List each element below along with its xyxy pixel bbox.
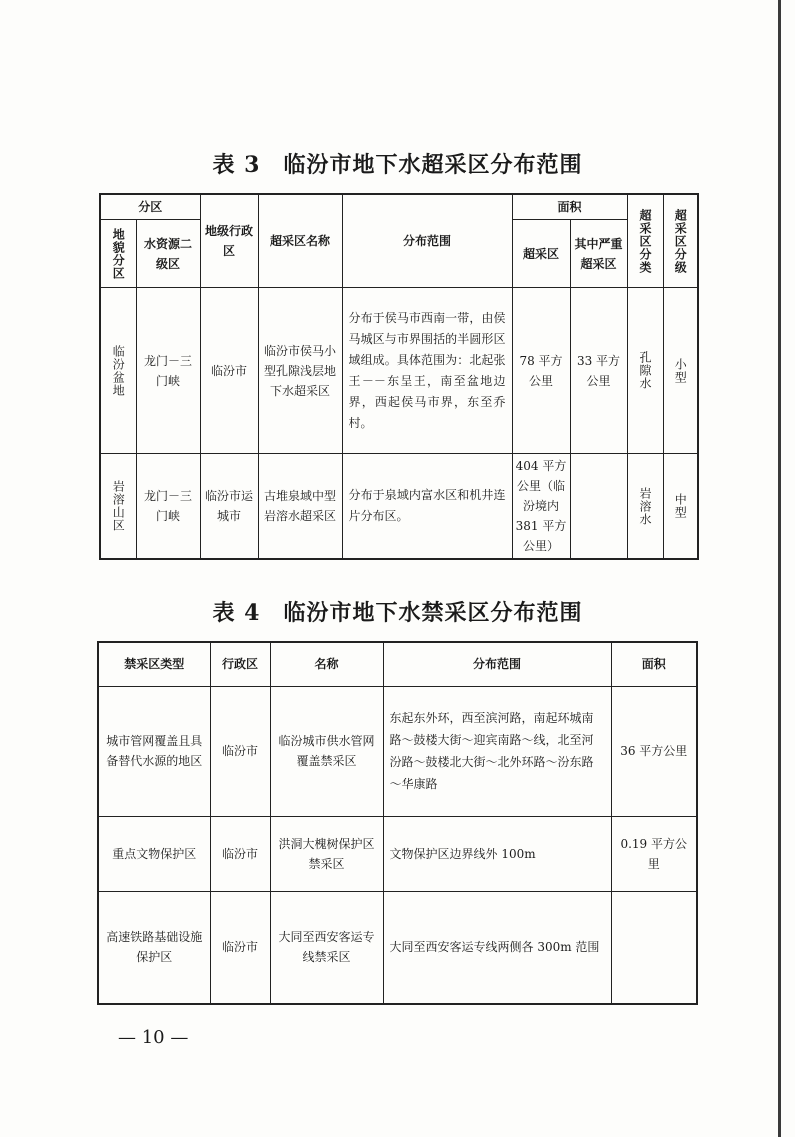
grade-text: 小型 — [673, 357, 688, 384]
cell-category — [627, 454, 663, 560]
header-area-severe: 其中严重超采区 — [570, 220, 627, 288]
header-geomorph-cell — [100, 220, 136, 288]
cell-geomorph — [100, 454, 136, 560]
cell-area-over: 78 平方公里 — [512, 288, 570, 454]
header-zone: 分区 — [100, 194, 200, 220]
cell-area: 36 平方公里 — [611, 686, 697, 816]
cell-admin: 临汾市 — [210, 816, 270, 891]
cell-name: 临汾市侯马小型孔隙浅层地下水超采区 — [258, 288, 342, 454]
table-row — [98, 686, 697, 816]
cell-category — [627, 288, 663, 454]
cell-geomorph — [100, 288, 136, 454]
header-name: 名称 — [270, 642, 383, 686]
header-category-cell — [627, 194, 663, 288]
table4 — [97, 641, 698, 1005]
cell-admin: 临汾市 — [210, 891, 270, 1004]
header-area: 面积 — [611, 642, 697, 686]
cell-grade — [663, 454, 698, 560]
cell-area-severe — [570, 454, 627, 560]
cell-name: 洪洞大槐树保护区禁采区 — [270, 816, 383, 891]
header-area-over: 超采区 — [512, 220, 570, 288]
header-admin: 行政区 — [210, 642, 270, 686]
cell-name: 大同至西安客运专线禁采区 — [270, 891, 383, 1004]
cell-type: 重点文物保护区 — [98, 816, 210, 891]
table-row — [100, 288, 698, 454]
cell-water-resource: 龙门－三门峡 — [136, 454, 200, 560]
header-grade-cell — [663, 194, 698, 288]
grade-text: 中型 — [673, 493, 688, 519]
cell-area-severe: 33 平方公里 — [570, 288, 627, 454]
cell-water-resource: 龙门－三门峡 — [136, 288, 200, 454]
cell-range: 大同至西安客运专线两侧各 300m 范围 — [383, 891, 611, 1004]
table3 — [99, 193, 699, 560]
cell-range: 文物保护区边界线外 100m — [383, 816, 611, 891]
header-range: 分布范围 — [342, 194, 512, 288]
header-range: 分布范围 — [383, 642, 611, 686]
header-category: 超采区分类 — [638, 208, 653, 274]
geomorph-text: 临汾盆地 — [111, 344, 126, 397]
cell-area-over: 404 平方公里（临汾境内 381 平方公里） — [512, 454, 570, 560]
cell-name: 古堆泉域中型岩溶水超采区 — [258, 454, 342, 560]
category-text: 孔隙水 — [638, 351, 653, 390]
cell-range: 东起东外环，西至滨河路，南起环城南路～鼓楼大街～迎宾南路～线，北至河汾路～鼓楼北大街～北外环路～汾东路～华康路 — [383, 686, 611, 816]
cell-grade — [663, 288, 698, 454]
header-area: 面积 — [512, 194, 627, 220]
header-type: 禁采区类型 — [98, 642, 210, 686]
table-row — [100, 454, 698, 560]
header-admin: 地级行政区 — [200, 194, 258, 288]
header-grade: 超采区分级 — [673, 208, 688, 274]
cell-admin: 临汾市 — [200, 288, 258, 454]
cell-admin: 临汾市 — [210, 686, 270, 816]
cell-range: 分布于泉域内富水区和机井连片分布区。 — [342, 454, 512, 560]
table-row — [98, 816, 697, 891]
cell-admin: 临汾市运城市 — [200, 454, 258, 560]
cell-type: 高速铁路基础设施保护区 — [98, 891, 210, 1004]
cell-area: 0.19 平方公里 — [611, 816, 697, 891]
cell-name: 临汾城市供水管网覆盖禁采区 — [270, 686, 383, 816]
page-number: — 10 — — [118, 1027, 189, 1048]
cell-area — [611, 891, 697, 1004]
header-name: 超采区名称 — [258, 194, 342, 288]
table4-title: 表 4 临汾市地下水禁采区分布范围 — [212, 600, 583, 626]
header-geomorph: 地貌分区 — [111, 227, 126, 280]
cell-type: 城市管网覆盖且具备替代水源的地区 — [98, 686, 210, 816]
table-row — [98, 891, 697, 1004]
header-water-resource: 水资源二级区 — [136, 220, 200, 288]
category-text: 岩溶水 — [638, 486, 653, 526]
table3-title: 表 3 临汾市地下水超采区分布范围 — [212, 152, 583, 178]
cell-range: 分布于侯马市西南一带，由侯马城区与市界围括的半圆形区域组成。具体范围为：北起张王－－东呈王，南至盆地边界，西起侯马市界，东至乔村。 — [342, 288, 512, 454]
geomorph-text: 岩溶山区 — [111, 480, 126, 532]
